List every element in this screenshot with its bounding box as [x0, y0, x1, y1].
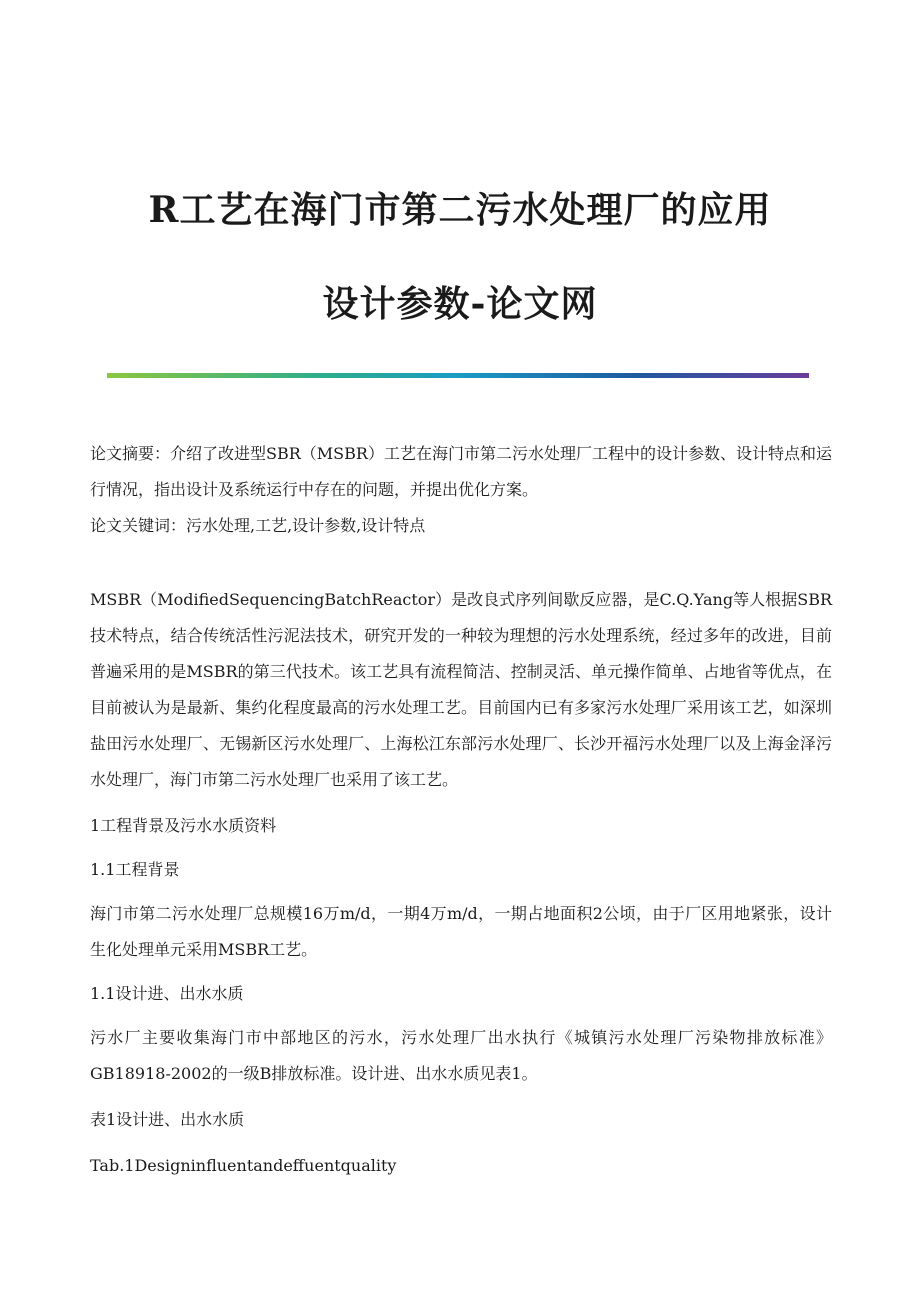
title-line-1: R工艺在海门市第二污水处理厂的应用	[148, 189, 772, 231]
section-1-1-text: 海门市第二污水处理厂总规模16万m/d，一期4万m/d，一期占地面积2公顷，由于厂区用地紧张，设计生化处理单元采用MSBR工艺。	[90, 904, 832, 959]
abstract: 论文摘要：介绍了改进型SBR（MSBR）工艺在海门市第二污水处理厂工程中的设计参数、设计特点和运行情况，指出设计及系统运行中存在的问题，并提出优化方案。	[90, 444, 832, 499]
table-1-caption: 表1设计进、出水水质	[90, 1110, 245, 1129]
intro-paragraph: MSBR（ModifiedSequencingBatchReactor）是改良式序列间歇反应器，是C.Q.Yang等人根据SBR技术特点，结合传统活性污泥法技术，研究开发的一种较为理想的污水处理系统，经过多年的改进，目前普遍采用的是MSBR的第三代技术。该工艺具有流程简洁、控制灵活、单元操作简单、占地省等优点，在目前被认为是最新、集约化程度最高的污水处理工艺。目前国内已有多家污水处理厂采用该工艺，如深圳盐田污水处理厂、无锡新区污水处理厂、上海松江东部污水处理厂、长沙开福污水处理厂以及上海金泽污水处理厂，海门市第二污水处理厂也采用了该工艺。	[90, 590, 832, 789]
title-divider	[107, 373, 809, 378]
section-heading-1: 1工程背景及污水水质资料	[90, 816, 277, 835]
article-body	[90, 436, 832, 1184]
section-heading-1-1: 1.1工程背景	[90, 860, 180, 879]
title-line-2: 设计参数-论文网	[322, 283, 598, 325]
keywords: 论文关键词：污水处理,工艺,设计参数,设计特点	[90, 516, 426, 535]
section-heading-1-2: 1.1设计进、出水水质	[90, 984, 244, 1003]
section-1-2-text: 污水厂主要收集海门市中部地区的污水，污水处理厂出水执行《城镇污水处理厂污染物排放标准》GB18918-2002的一级B排放标准。设计进、出水水质见表1。	[90, 1028, 832, 1083]
table-1-caption-en: Tab.1Designinfluentandeffuentquality	[90, 1156, 397, 1175]
